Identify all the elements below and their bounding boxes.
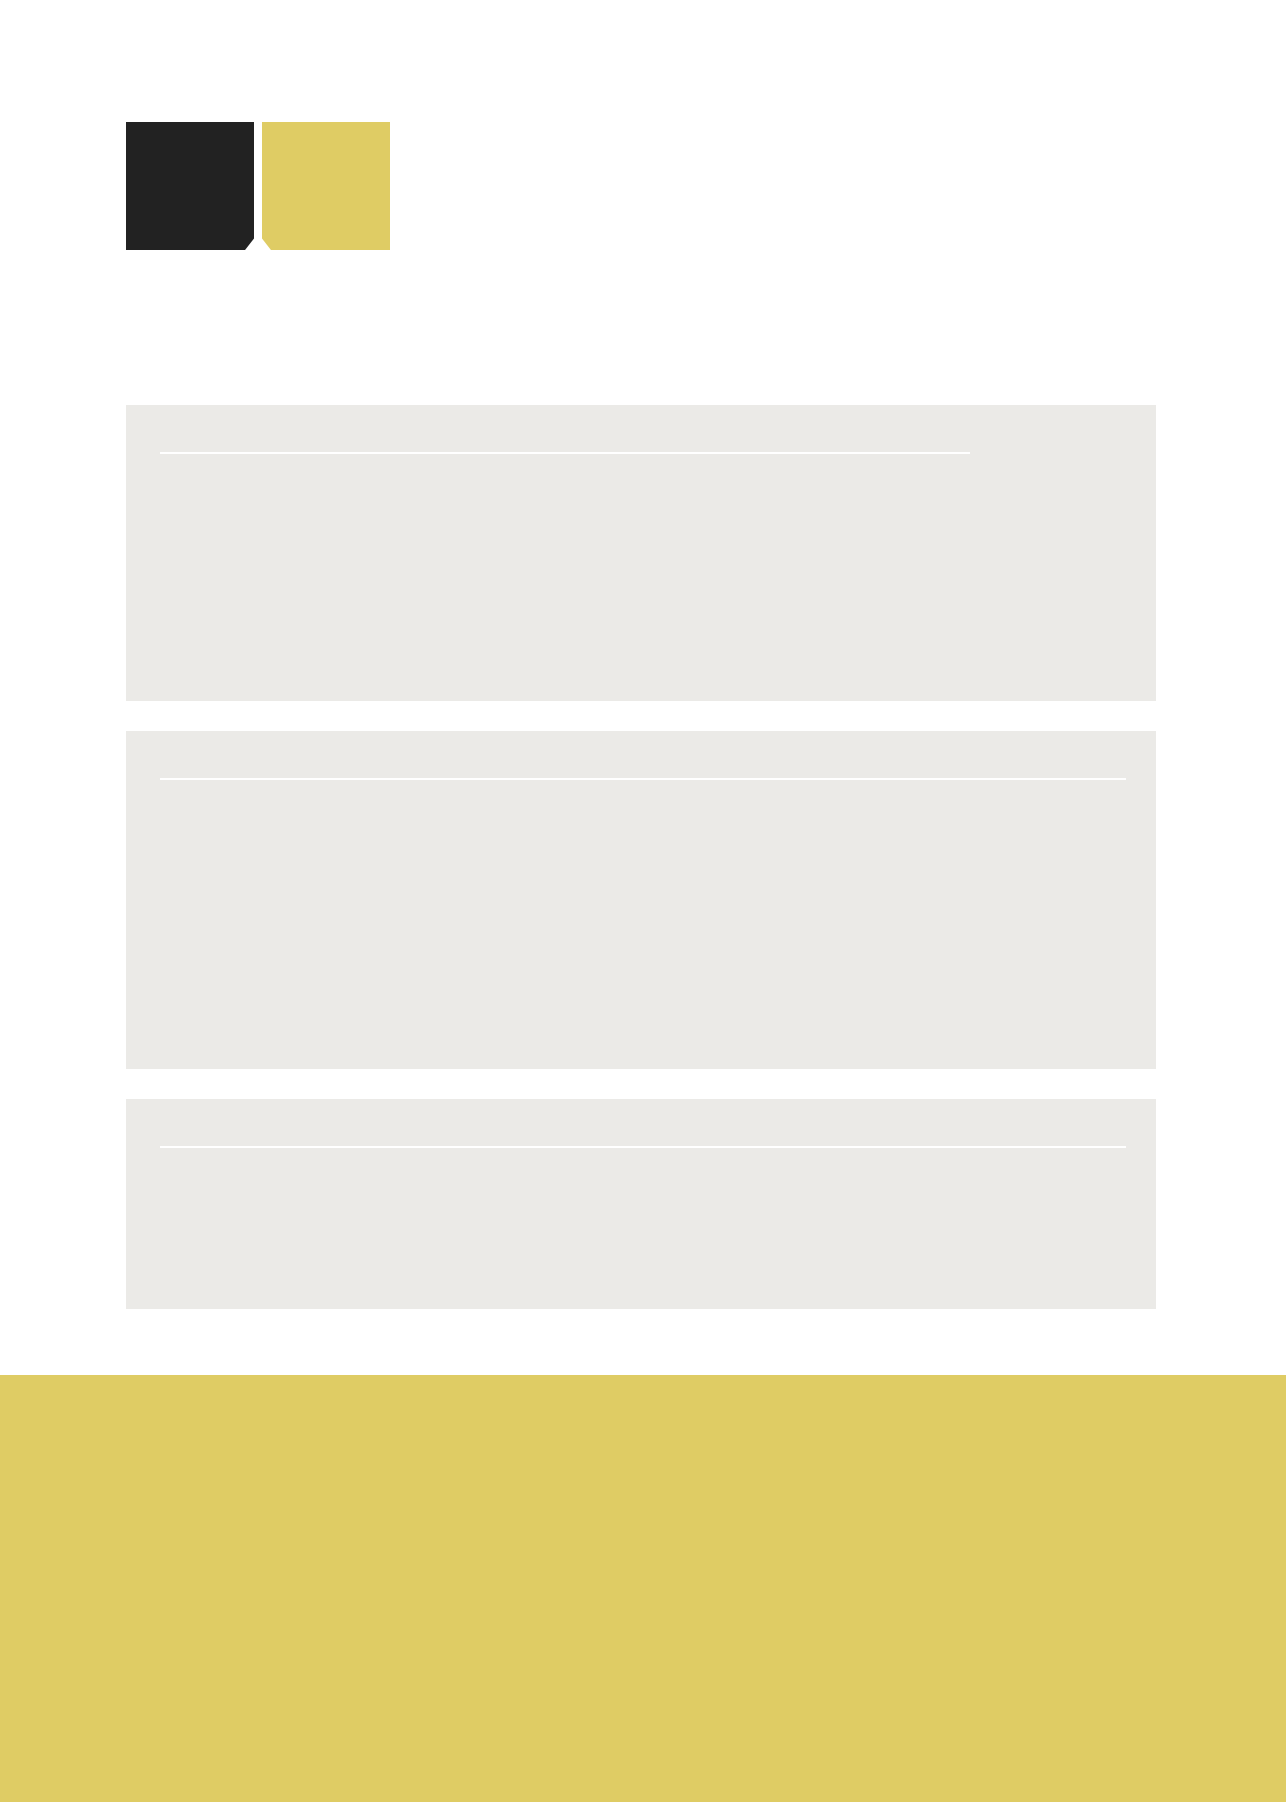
event-card-3 xyxy=(126,1099,1156,1309)
event-divider xyxy=(160,1146,1126,1148)
logo-dark-block xyxy=(126,122,254,250)
footer-band xyxy=(0,1375,1286,1802)
event-card-2 xyxy=(126,731,1156,1069)
event-card-1 xyxy=(126,405,1156,701)
logo-yellow-block xyxy=(262,122,390,250)
diamond-pattern-footer xyxy=(0,1375,1286,1802)
logo-diamond-dots xyxy=(140,213,250,229)
event-divider xyxy=(160,778,1126,780)
event-divider xyxy=(160,452,970,454)
